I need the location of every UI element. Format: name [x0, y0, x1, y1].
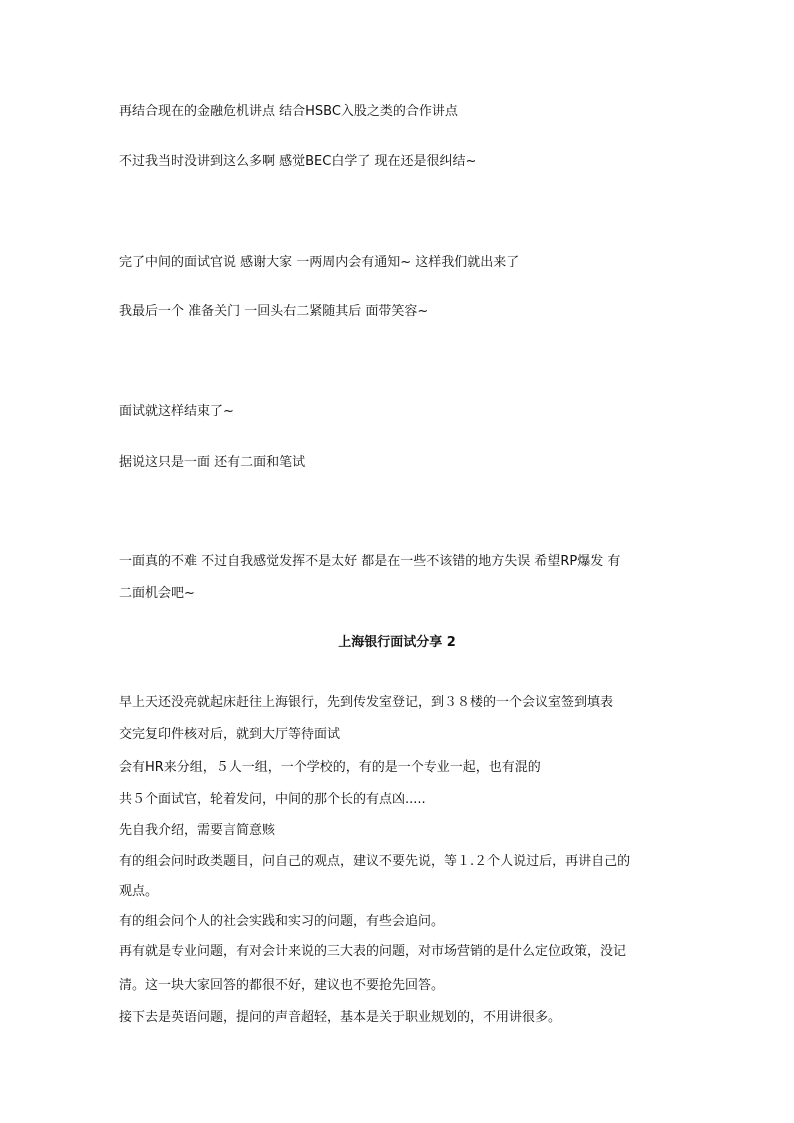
text-line: 我最后一个 准备关门 一回头右二紧随其后 面带笑容~ [119, 304, 429, 319]
text-line: 有的组会问个人的社会实践和实习的问题，有些会追问。 [119, 914, 445, 929]
text-line: 有的组会问时政类题目，问自己的观点，建议不要先说，等１.２个人说过后，再讲自己的 [119, 854, 631, 869]
text-line: 早上天还没亮就起床赶往上海银行，先到传发室登记，到３８楼的一个会议室签到填表 [119, 695, 614, 710]
section-title: 上海银行面试分享 2 [338, 635, 456, 650]
text-line: 先自我介绍，需要言简意赅 [119, 823, 276, 838]
text-line: 清。这一块大家回答的都很不好，建议也不要抢先回答。 [119, 978, 445, 993]
text-line: 面试就这样结束了~ [119, 404, 234, 419]
text-line: 二面机会吧~ [119, 586, 195, 601]
text-line: 一面真的不难 不过自我感觉发挥不是太好 都是在一些不该错的地方失误 希望RP爆发 有 [119, 554, 621, 569]
text-line: 接下去是英语问题，提问的声音超轻，基本是关于职业规划的，不用讲很多。 [119, 1010, 562, 1025]
text-line: 完了中间的面试官说 感谢大家 一两周内会有通知~ 这样我们就出来了 [119, 255, 520, 270]
text-line: 观点。 [119, 884, 159, 899]
text-line: 据说这只是一面 还有二面和笔试 [119, 455, 306, 470]
text-line: 会有HR来分组，５人一组，一个学校的，有的是一个专业一起，也有混的 [119, 760, 541, 775]
text-line: 不过我当时没讲到这么多啊 感觉BEC白学了 现在还是很纠结~ [119, 154, 477, 169]
text-line: 再结合现在的金融危机讲点 结合HSBC入股之类的合作讲点 [119, 104, 458, 119]
text-line: 再有就是专业问题，有对会计来说的三大表的问题，对市场营销的是什么定位政策，没记 [119, 944, 627, 959]
text-line: 交完复印件核对后，就到大厅等待面试 [119, 727, 341, 742]
text-line: 共５个面试官，轮着发问，中间的那个长的有点凶..... [119, 792, 426, 807]
